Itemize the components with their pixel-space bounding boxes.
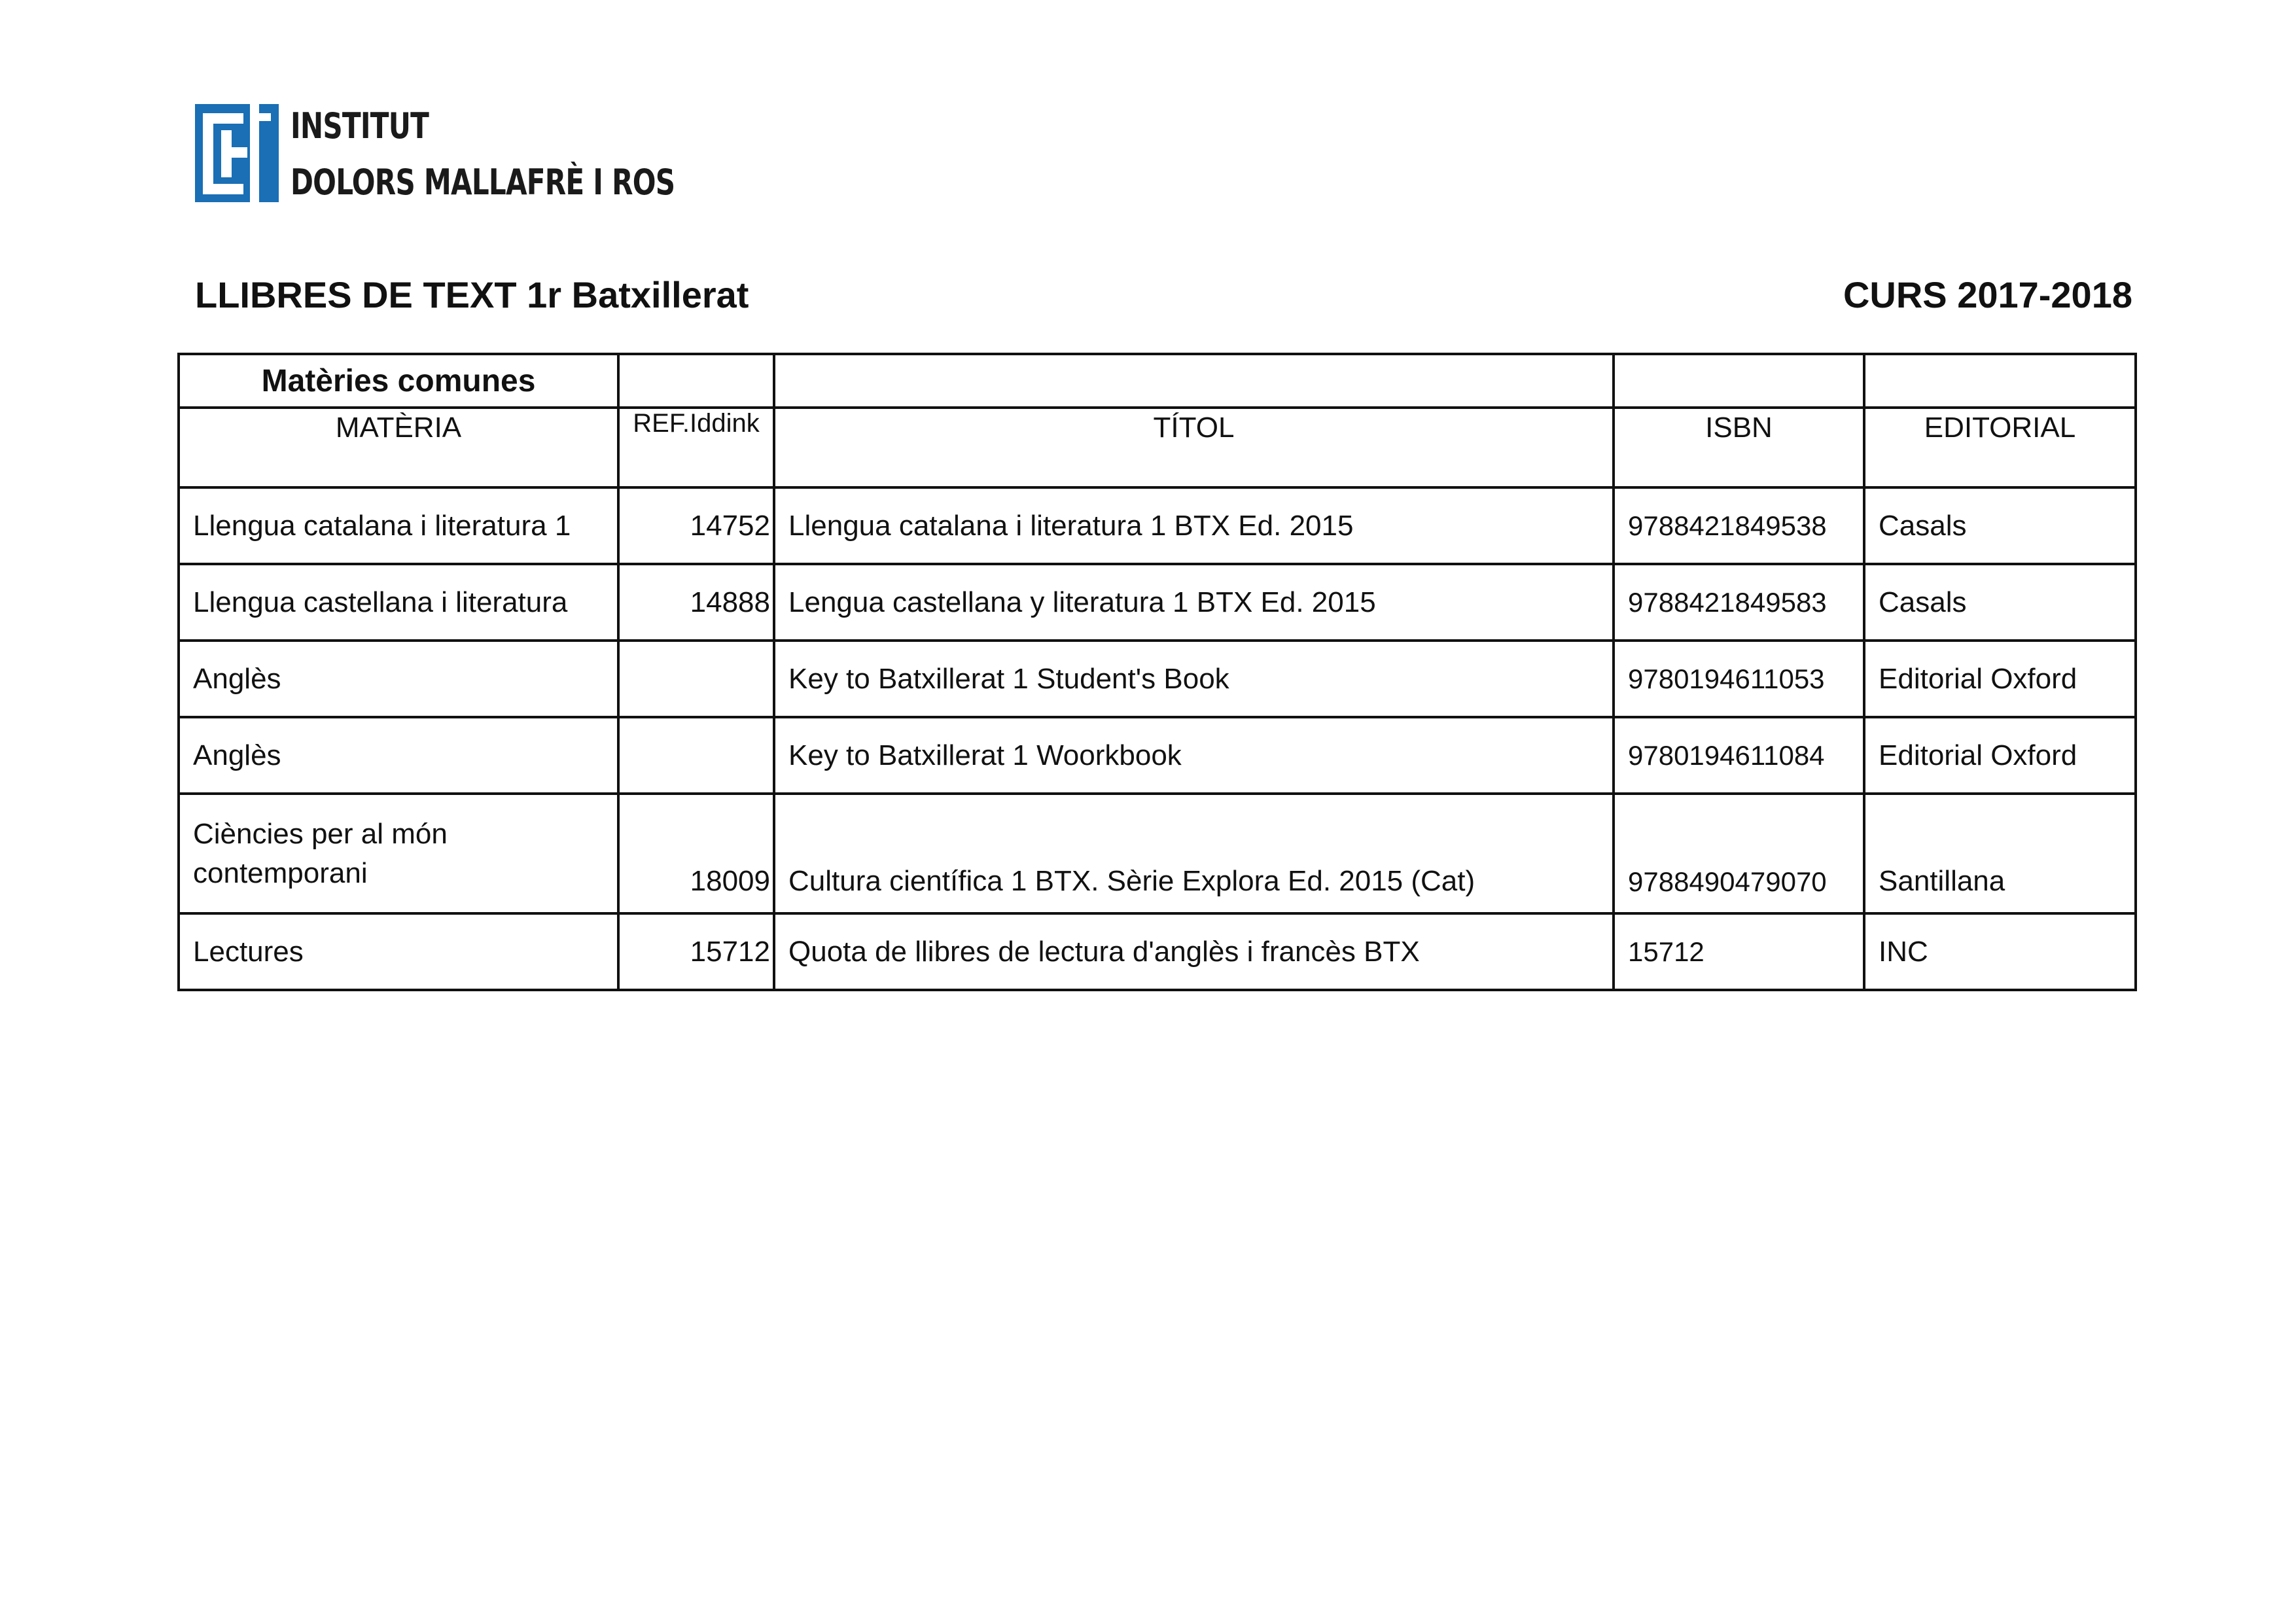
cell-titol: Key to Batxillerat 1 Student's Book [774, 641, 1614, 717]
cell-titol: Cultura científica 1 BTX. Sèrie Explora Ed. 2015 (Cat) [774, 794, 1614, 913]
empty-cell [774, 354, 1614, 408]
cell-titol: Quota de llibres de lectura d'anglès i francès BTX [774, 913, 1614, 990]
header-isbn: ISBN [1614, 408, 1864, 487]
table-row [179, 487, 2136, 564]
header-materia: MATÈRIA [179, 408, 618, 487]
cell-materia: Lectures [179, 913, 618, 990]
table-header-row [179, 408, 2136, 487]
section-label: Matèries comunes [179, 354, 618, 408]
table-row [179, 717, 2136, 794]
cell-ref [618, 641, 774, 717]
textbook-table [177, 353, 2137, 991]
cell-ref: 18009 [618, 794, 774, 913]
document-title: LLIBRES DE TEXT 1r Batxillerat [195, 274, 749, 315]
header-editorial: EDITORIAL [1864, 408, 2136, 487]
cell-materia: Ciències per al món contemporani [179, 794, 618, 913]
logo-line-institut: INSTITUT [291, 105, 429, 147]
cell-materia: Anglès [179, 641, 618, 717]
cell-isbn: 9788421849583 [1614, 564, 1864, 641]
school-emblem-icon [195, 104, 279, 202]
header-titol: TÍTOL [774, 408, 1614, 487]
cell-editorial: INC [1864, 913, 2136, 990]
table-row [179, 794, 2136, 913]
cell-titol: Key to Batxillerat 1 Woorkbook [774, 717, 1614, 794]
cell-isbn: 15712 [1614, 913, 1864, 990]
course-year: CURS 2017-2018 [1843, 274, 2132, 315]
cell-isbn: 9788421849538 [1614, 487, 1864, 564]
cell-isbn: 9780194611053 [1614, 641, 1864, 717]
school-logo [195, 101, 675, 206]
empty-cell [1614, 354, 1864, 408]
table-row [179, 641, 2136, 717]
cell-editorial: Editorial Oxford [1864, 641, 2136, 717]
table-row [179, 913, 2136, 990]
cell-materia: Llengua castellana i literatura [179, 564, 618, 641]
empty-cell [1864, 354, 2136, 408]
cell-titol: Llengua catalana i literatura 1 BTX Ed. 2015 [774, 487, 1614, 564]
cell-titol: Lengua castellana y literatura 1 BTX Ed. 2015 [774, 564, 1614, 641]
table-row [179, 564, 2136, 641]
cell-editorial: Santillana [1864, 794, 2136, 913]
logo-line-name: DOLORS MALLAFRÈ I ROS [291, 162, 675, 203]
cell-ref: 14888 [618, 564, 774, 641]
empty-cell [618, 354, 774, 408]
cell-editorial: Editorial Oxford [1864, 717, 2136, 794]
header-ref: REF.Iddink [618, 408, 774, 487]
cell-isbn: 9780194611084 [1614, 717, 1864, 794]
table-section-row [179, 354, 2136, 408]
cell-materia: Anglès [179, 717, 618, 794]
cell-ref [618, 717, 774, 794]
cell-isbn: 9788490479070 [1614, 794, 1864, 913]
cell-ref: 14752 [618, 487, 774, 564]
cell-materia: Llengua catalana i literatura 1 [179, 487, 618, 564]
cell-ref: 15712 [618, 913, 774, 990]
cell-editorial: Casals [1864, 564, 2136, 641]
cell-editorial: Casals [1864, 487, 2136, 564]
